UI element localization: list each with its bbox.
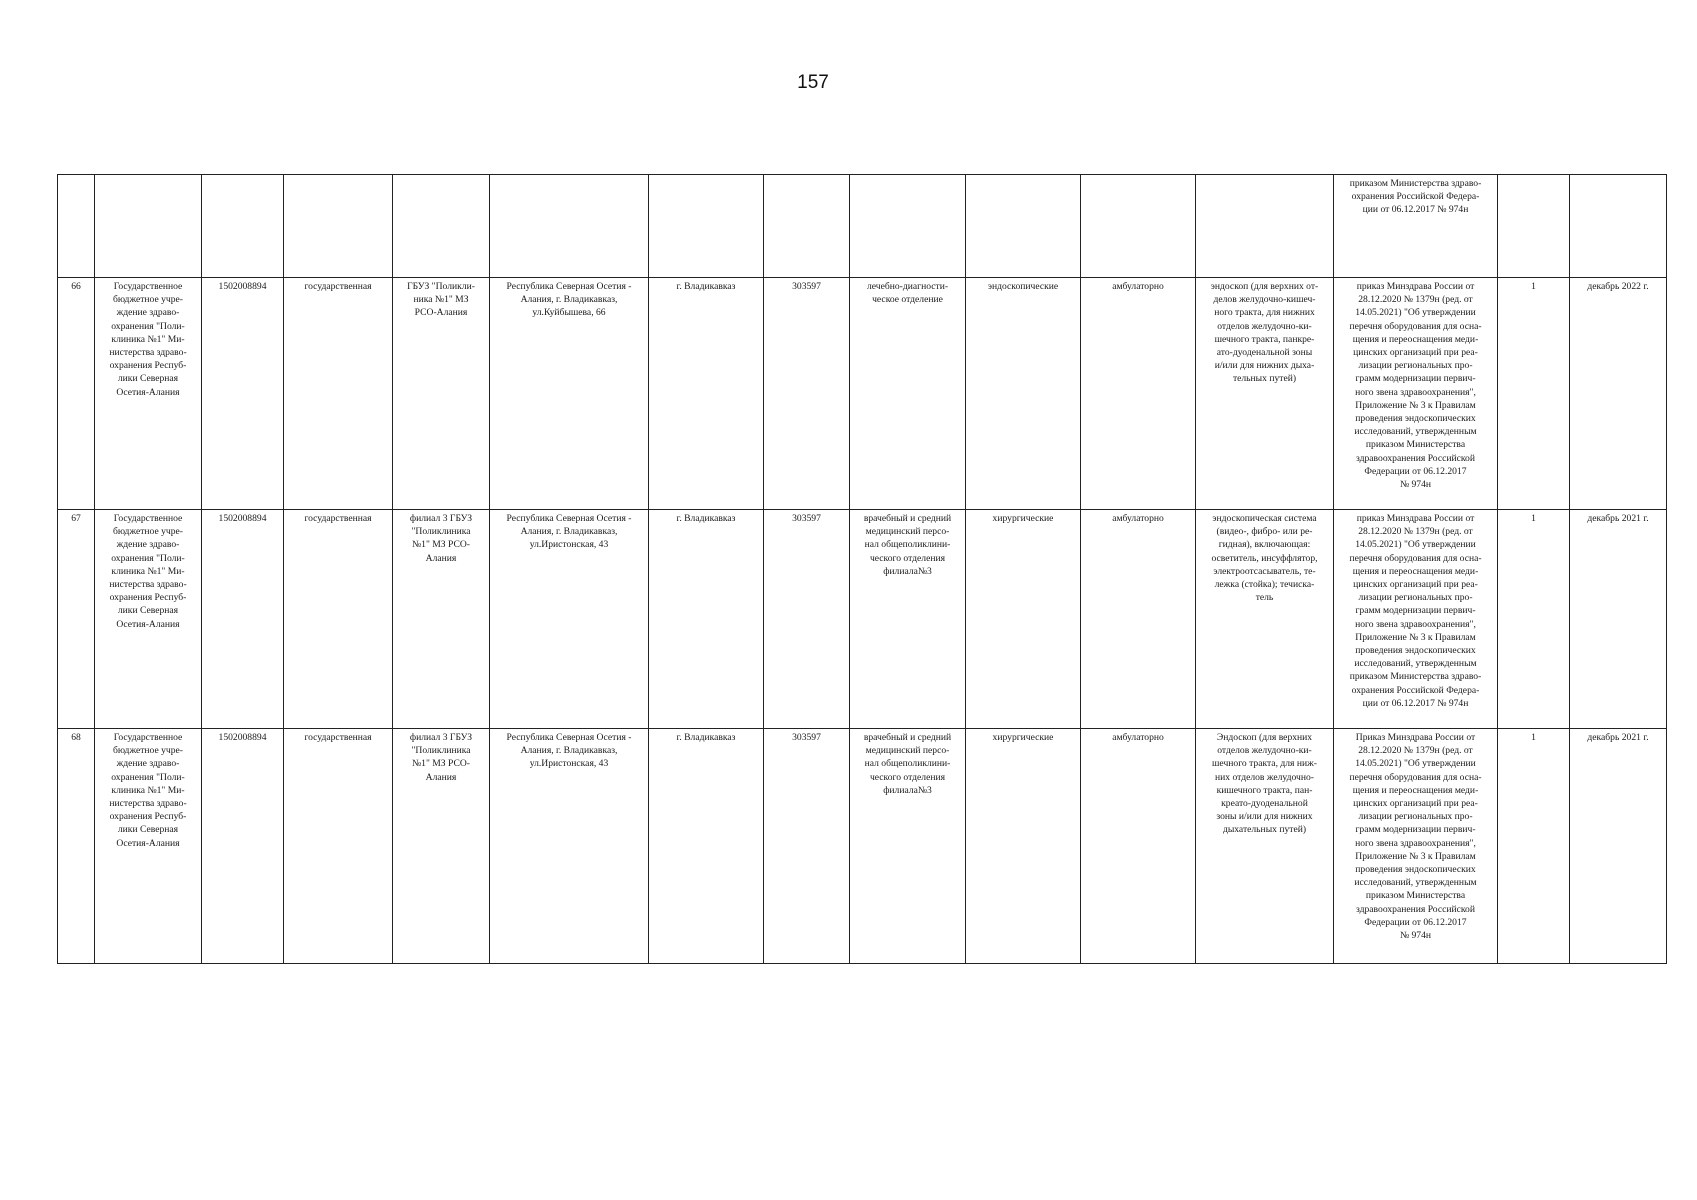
cell-organization: Государственное бюджетное учре- ждение здраво- охранения "Поли- клиника №1" Ми- нистерства здраво- охранения Респуб- лики Северная Осетия-Алания [95, 729, 202, 964]
cell-city: г. Владикавказ [649, 510, 764, 729]
cell-quantity: 1 [1498, 510, 1570, 729]
cell-oktmo: 303597 [764, 278, 850, 510]
cell-num: 66 [58, 278, 95, 510]
cell-date: декабрь 2021 г. [1570, 510, 1667, 729]
cell-inn: 1502008894 [202, 278, 284, 510]
cell-quantity [1498, 175, 1570, 278]
cell-address [490, 175, 649, 278]
cell-regulation: приказ Минздрава России от 28.12.2020 № 1379н (ред. от 14.05.2021) "Об утверждении перечня оборудования для осна- щения и переоснащения меди- цинских организаций при реа- лизации региональных про- грамм модернизации первич- ного звена здравоохранения", Приложение № 3 к Правилам проведения эндоскопических исследований, утвержденным приказом Министерства здравоохранения Российской Федерации от 06.12.2017 № 974н [1334, 278, 1498, 510]
cell-care-type [1081, 175, 1196, 278]
cell-organization: Государственное бюджетное учре- ждение здраво- охранения "Поли- клиника №1" Ми- нистерства здраво- охранения Респуб- лики Северная Осетия-Алания [95, 278, 202, 510]
cell-num: 67 [58, 510, 95, 729]
cell-address: Республика Северная Осетия - Алания, г. Владикавказ, ул.Иристонская, 43 [490, 510, 649, 729]
cell-ownership: государственная [284, 278, 393, 510]
cell-profile: эндоскопические [966, 278, 1081, 510]
cell-address: Республика Северная Осетия - Алания, г. Владикавказ, ул.Иристонская, 43 [490, 729, 649, 964]
cell-city: г. Владикавказ [649, 278, 764, 510]
cell-equipment [1196, 175, 1334, 278]
cell-regulation: приказом Министерства здраво- охранения Российской Федера- ции от 06.12.2017 № 974н [1334, 175, 1498, 278]
table-row [58, 729, 1667, 964]
cell-short-name: ГБУЗ "Поликли- ника №1" МЗ РСО-Алания [393, 278, 490, 510]
cell-regulation: приказ Минздрава России от 28.12.2020 № 1379н (ред. от 14.05.2021) "Об утверждении перечня оборудования для осна- щения и переоснащения меди- цинских организаций при реа- лизации региональных про- грамм модернизации первич- ного звена здравоохранения", Приложение № 3 к Правилам проведения эндоскопических исследований, утвержденным приказом Министерства здраво- охранения Российской Федера- ции от 06.12.2017 № 974н [1334, 510, 1498, 729]
cell-oktmo: 303597 [764, 729, 850, 964]
cell-ownership: государственная [284, 510, 393, 729]
cell-equipment: эндоскоп (для верхних от- делов желудочно-кишеч- ного тракта, для нижних отделов желудочно-ки- шечного тракта, панкре- ато-дуоденальной зоны и/или для нижних дыха- тельных путей) [1196, 278, 1334, 510]
cell-short-name [393, 175, 490, 278]
cell-inn: 1502008894 [202, 510, 284, 729]
cell-address: Республика Северная Осетия - Алания, г. Владикавказ, ул.Куйбышева, 66 [490, 278, 649, 510]
cell-inn: 1502008894 [202, 729, 284, 964]
cell-department: врачебный и средний медицинский персо- нал общеполиклини- ческого отделения филиала№3 [850, 510, 966, 729]
cell-profile: хирургические [966, 510, 1081, 729]
cell-date [1570, 175, 1667, 278]
cell-regulation: Приказ Минздрава России от 28.12.2020 № 1379н (ред. от 14.05.2021) "Об утверждении перечня оборудования для осна- щения и переоснащения меди- цинских организаций при реа- лизации региональных про- грамм модернизации первич- ного звена здравоохранения", Приложение № 3 к Правилам проведения эндоскопических исследований, утвержденным приказом Министерства здравоохранения Российской Федерации от 06.12.2017 № 974н [1334, 729, 1498, 964]
cell-ownership [284, 175, 393, 278]
cell-city: г. Владикавказ [649, 729, 764, 964]
table-row-continuation [58, 175, 1667, 278]
cell-department: врачебный и средний медицинский персо- нал общеполиклини- ческого отделения филиала№3 [850, 729, 966, 964]
cell-quantity: 1 [1498, 729, 1570, 964]
cell-organization [95, 175, 202, 278]
cell-inn [202, 175, 284, 278]
cell-quantity: 1 [1498, 278, 1570, 510]
cell-date: декабрь 2022 г. [1570, 278, 1667, 510]
cell-department: лечебно-диагности- ческое отделение [850, 278, 966, 510]
cell-equipment: эндоскопическая система (видео-, фибро- или ре- гидная), включающая: осветитель, инсуффлятор, электроотсасыватель, те- лежка (стойка); течиска- тель [1196, 510, 1334, 729]
cell-equipment: Эндоскоп (для верхних отделов желудочно-ки- шечного тракта, для ниж- них отделов желудочно- кишечного тракта, пан- креато-дуоденальной зоны и/или для нижних дыхательных путей) [1196, 729, 1334, 964]
cell-short-name: филиал 3 ГБУЗ "Поликлиника №1" МЗ РСО- Алания [393, 510, 490, 729]
equipment-registry-table [57, 174, 1667, 964]
cell-care-type: амбулаторно [1081, 729, 1196, 964]
cell-profile: хирургические [966, 729, 1081, 964]
cell-care-type: амбулаторно [1081, 510, 1196, 729]
cell-ownership: государственная [284, 729, 393, 964]
cell-organization: Государственное бюджетное учре- ждение здраво- охранения "Поли- клиника №1" Ми- нистерства здраво- охранения Респуб- лики Северная Осетия-Алания [95, 510, 202, 729]
cell-care-type: амбулаторно [1081, 278, 1196, 510]
cell-oktmo: 303597 [764, 510, 850, 729]
table-row [58, 278, 1667, 510]
cell-num [58, 175, 95, 278]
cell-num: 68 [58, 729, 95, 964]
cell-date: декабрь 2021 г. [1570, 729, 1667, 964]
cell-short-name: филиал 3 ГБУЗ "Поликлиника №1" МЗ РСО- Алания [393, 729, 490, 964]
cell-department [850, 175, 966, 278]
cell-profile [966, 175, 1081, 278]
table-row [58, 510, 1667, 729]
cell-oktmo [764, 175, 850, 278]
page-number: 157 [797, 72, 829, 93]
cell-city [649, 175, 764, 278]
